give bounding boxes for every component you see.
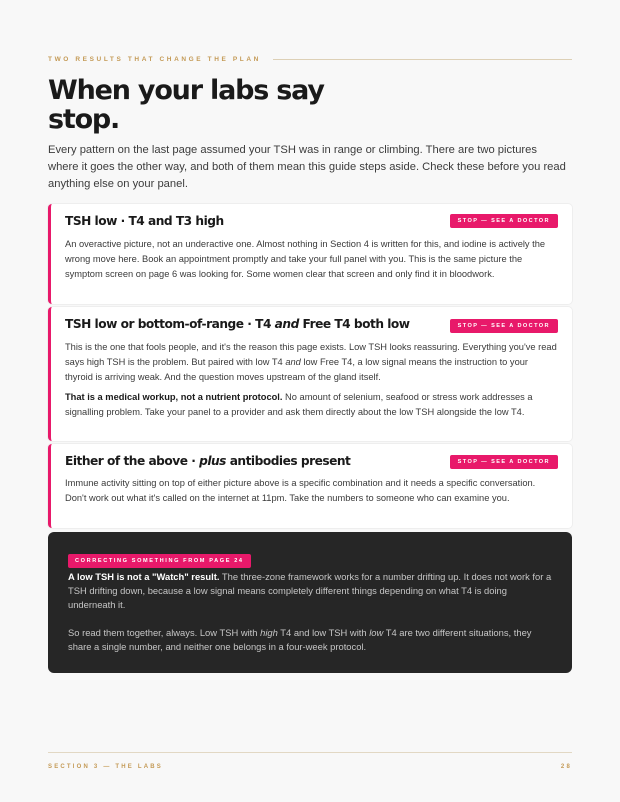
kicker-row [48, 56, 572, 63]
text-emphasis: low [369, 627, 384, 638]
text-strong: A low TSH is not a "Watch" result. [68, 571, 220, 582]
card-body [65, 237, 558, 282]
text-run: T4 are two different situations, they share a single number, and neither one belongs in a four-week protocol. [68, 627, 532, 652]
correction-paragraph [68, 570, 554, 612]
text-run: T4 and low TSH with [277, 627, 370, 638]
card-heading-part: TSH low or bottom-of-range · T4 [65, 317, 275, 331]
card-paragraph [65, 340, 558, 385]
text-emphasis: high [260, 627, 278, 638]
text-emphasis: and [285, 357, 301, 367]
card-paragraph: Immune activity sitting on top of either picture above is a specific combination and it needs a specific conversation. Don't work out what it's called on the internet at 11pm. Take the numbers to someone who can examine you. [65, 478, 536, 503]
text-run: No amount of selenium, seafood or stress work addresses a signalling problem. Take your panel to a provider and ask them directly about the low TSH alongside the low T4. [65, 392, 533, 417]
correction-badge: CORRECTING SOMETHING FROM PAGE 24 [68, 554, 251, 568]
page-title: When your labs say stop. [48, 75, 324, 135]
card-heading-emphasis: plus [199, 454, 226, 468]
card-heading-part: Either of the above · [65, 454, 200, 468]
footer-section-label: SECTION 3 — THE LABS [48, 764, 164, 770]
stop-badge: STOP — SEE A DOCTOR [450, 455, 558, 469]
page-number: 28 [560, 764, 572, 770]
section-kicker: TWO RESULTS THAT CHANGE THE PLAN [48, 56, 261, 63]
card-heading [65, 317, 410, 331]
card-paragraph [65, 390, 558, 420]
card-heading-part: Free T4 both low [298, 317, 410, 331]
text-run: So read them together, always. Low TSH with [68, 627, 261, 638]
correction-paragraph [68, 626, 554, 654]
text-run: The three-zone framework works for a number drifting up. It does not work for a TSH drifting down, because a low signal means completely different things depending on what T4 is doing underneath it. [68, 571, 552, 610]
correction-panel [48, 532, 572, 673]
kicker-rule [273, 59, 572, 60]
stop-badge: STOP — SEE A DOCTOR [450, 319, 558, 333]
text-run: low Free T4, a low signal means the instruction to your thyroid is arriving weak. And the question moves upstream of the gland itself. [65, 357, 529, 382]
intro-paragraph: Every pattern on the last page assumed your TSH was in range or climbing. There are two pictures where it goes the other way, and both of them mean this guide steps aside. Check these before you read anything else on your panel. [48, 144, 566, 190]
card-paragraph: An overactive picture, not an underactive one. Almost nothing in Section 4 is written for this, and iodine is actively the wrong move here. Book an appointment promptly and take your full panel with you. This is the same picture the symptom screen on page 6 was looking for. Some women clear that screen and only find it in bloodwork. [65, 239, 546, 279]
stop-card-antibodies [48, 444, 572, 528]
card-body [65, 340, 558, 420]
footer-rule [48, 752, 572, 753]
stop-card-hyper [48, 204, 572, 304]
stop-card-low-signal [48, 307, 572, 441]
stop-badge: STOP — SEE A DOCTOR [450, 214, 558, 228]
text-strong: That is a medical workup, not a nutrient protocol. [65, 392, 283, 402]
card-heading-emphasis: and [274, 317, 299, 331]
correction-body [68, 570, 554, 654]
page-footer [48, 764, 572, 770]
card-heading [65, 454, 350, 468]
card-heading-part: antibodies present [225, 454, 351, 468]
card-body [65, 476, 558, 506]
text-run: This is the one that fools people, and it's the reason this page exists. Low TSH looks reassuring. Everything you've read says high TSH is the problem. But paired with low T4 [65, 342, 557, 367]
card-heading: TSH low · T4 and T3 high [65, 214, 224, 228]
